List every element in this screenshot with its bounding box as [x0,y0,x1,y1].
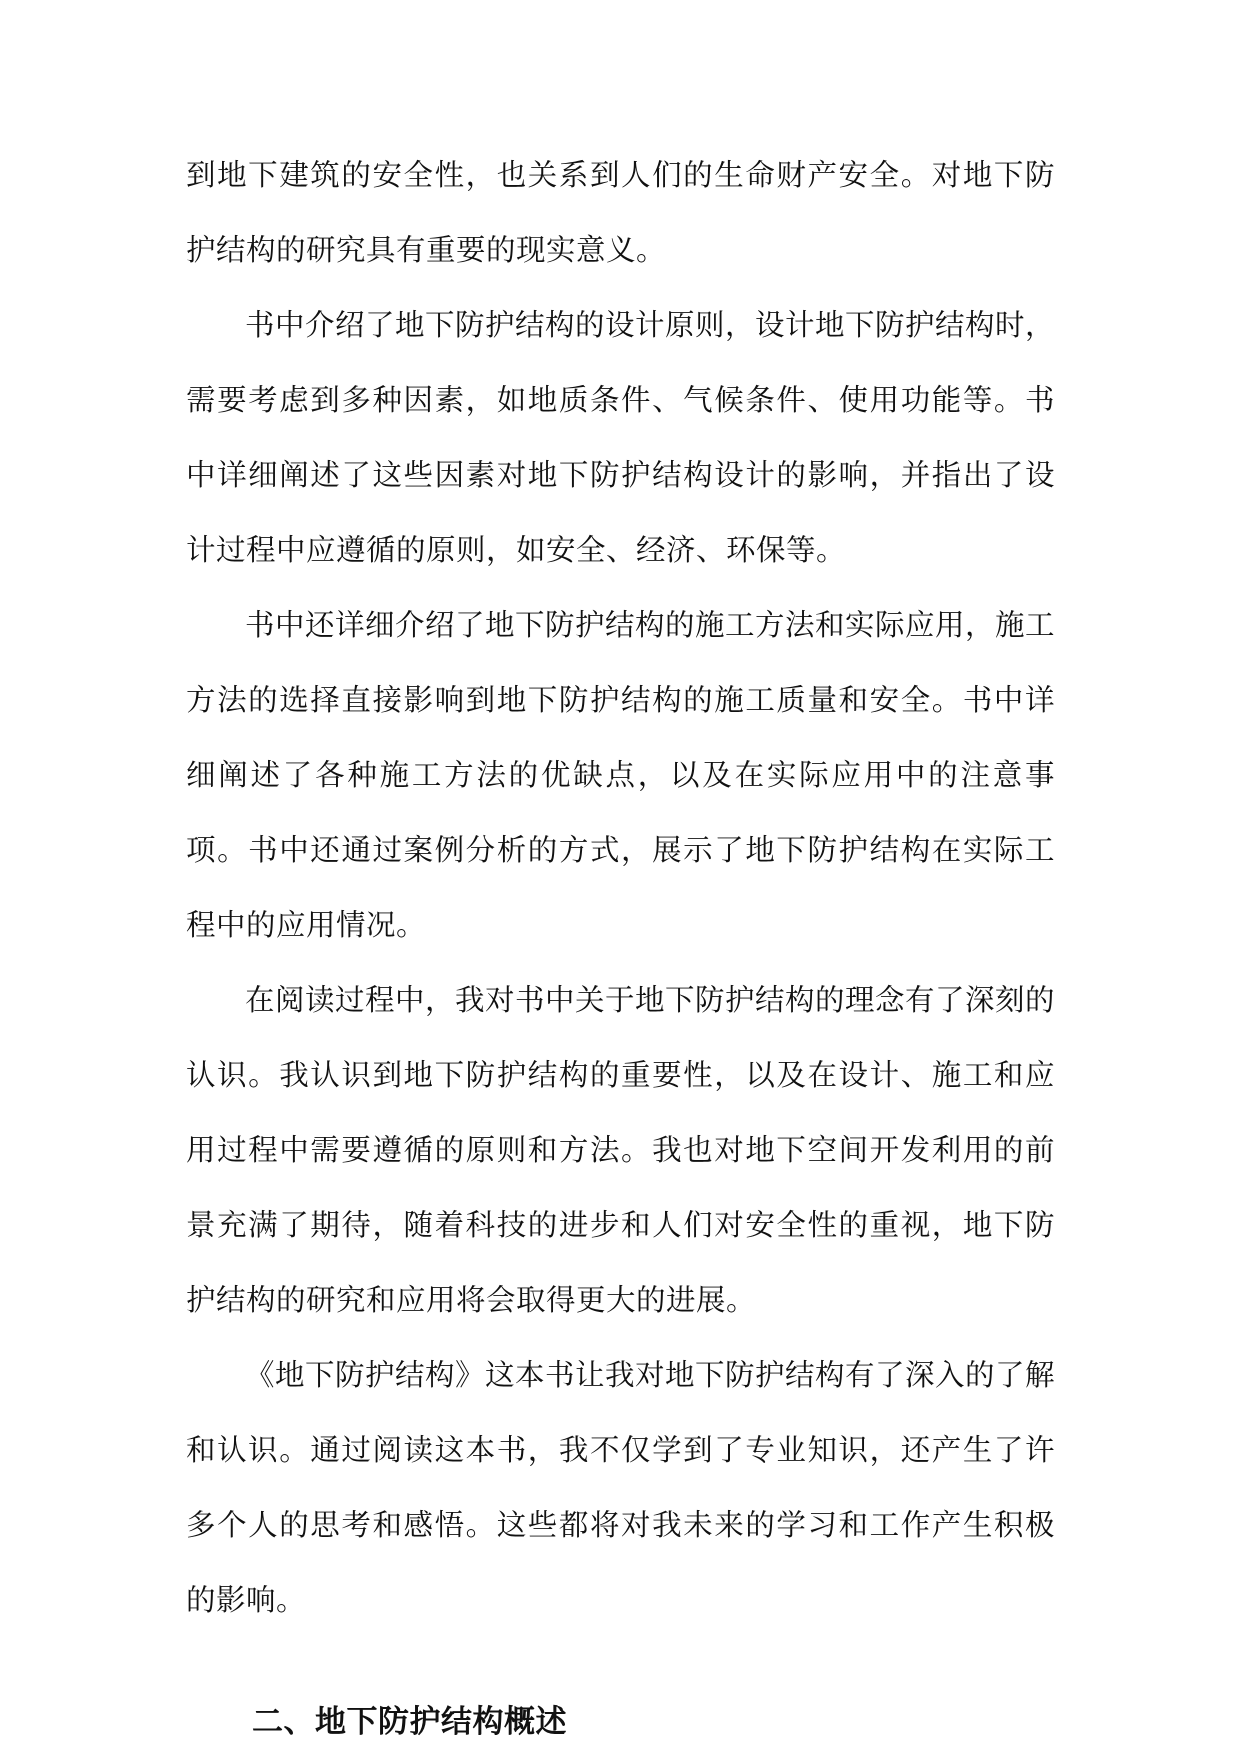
paragraph-reading-reflection: 在阅读过程中，我对书中关于地下防护结构的理念有了深刻的认识。我认识到地下防护结构的重要性，以及在设计、施工和应用过程中需要遵循的原则和方法。我也对地下空间开发利用的前景充满了期待，随着科技的进步和人们对安全性的重视，地下防护结构的研究和应用将会取得更大的进展。 [186,983,1056,1317]
paragraph-design-principles: 书中介绍了地下防护结构的设计原则，设计地下防护结构时，需要考虑到多种因素，如地质条件、气候条件、使用功能等。书中详细阐述了这些因素对地下防护结构设计的影响，并指出了设计过程中应遵循的原则，如安全、经济、环保等。 [186,308,1056,567]
paragraph-conclusion: 《地下防护结构》这本书让我对地下防护结构有了深入的了解和认识。通过阅读这本书，我不仅学到了专业知识，还产生了许多个人的思考和感悟。这些都将对我未来的学习和工作产生积极的影响。 [186,1358,1056,1617]
paragraph-continued: 到地下建筑的安全性，也关系到人们的生命财产安全。对地下防护结构的研究具有重要的现实意义。 [186,158,1055,267]
section-heading: 二、地下防护结构概述 [252,1704,567,1740]
paragraph-construction-methods: 书中还详细介绍了地下防护结构的施工方法和实际应用，施工方法的选择直接影响到地下防护结构的施工质量和安全。书中详细阐述了各种施工方法的优缺点，以及在实际应用中的注意事项。书中还通过案例分析的方式，展示了地下防护结构在实际工程中的应用情况。 [186,608,1056,942]
